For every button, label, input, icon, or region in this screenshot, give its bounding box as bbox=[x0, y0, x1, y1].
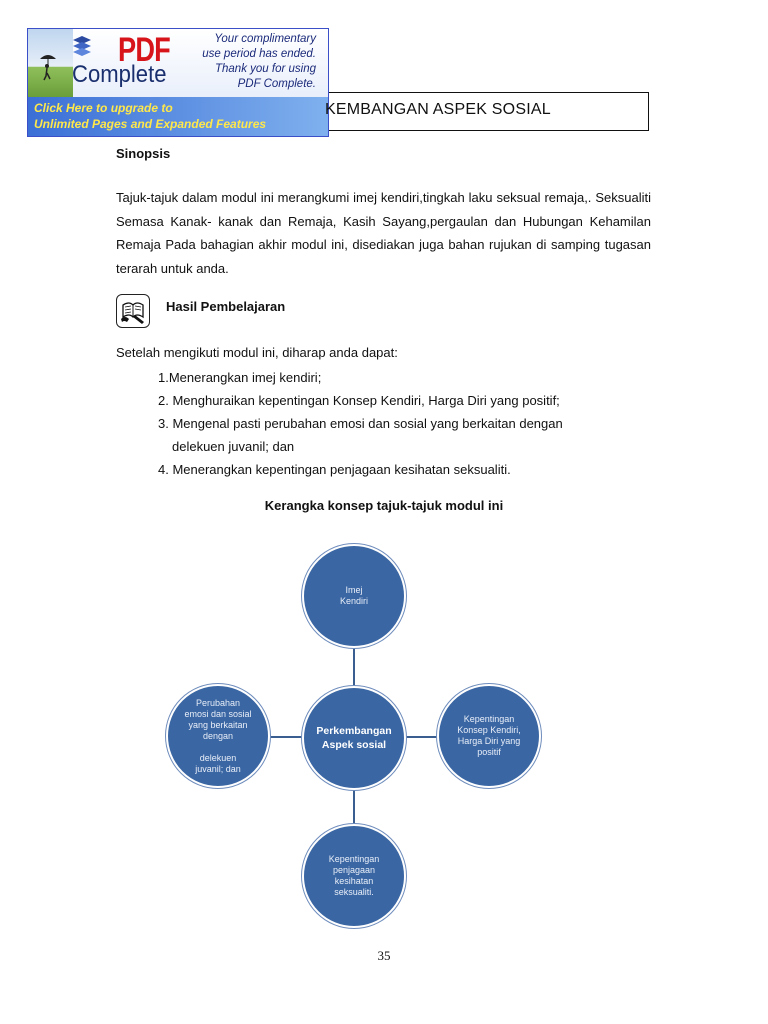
node-label: Perubahan emosi dan sosial yang berkaitan dengan delekuen juvanil; dan bbox=[184, 697, 252, 774]
upgrade-link-line2[interactable]: Unlimited Pages and Expanded Features bbox=[34, 117, 267, 131]
list-item: 2. Menghuraikan kepentingan Konsep Kendiri, Harga Diri yang positif; bbox=[158, 393, 560, 408]
list-item: 4. Menerangkan kepentingan penjagaan kesihatan seksualiti. bbox=[158, 462, 511, 477]
page-number: 35 bbox=[377, 948, 391, 963]
sinopsis-heading: Sinopsis bbox=[116, 146, 171, 161]
node-kepentingan-konsep-kendiri bbox=[437, 684, 541, 788]
connector-left bbox=[268, 736, 304, 738]
learning-outcomes-heading: Hasil Pembelajaran bbox=[166, 299, 286, 314]
upgrade-link[interactable] bbox=[28, 97, 328, 137]
banner-message bbox=[166, 32, 316, 92]
node-label: Kepentingan Konsep Kendiri, Harga Diri yang positif bbox=[457, 714, 521, 757]
node-perkembangan-aspek-sosial bbox=[302, 686, 406, 790]
banner-message-line: Your complimentary bbox=[214, 33, 316, 45]
list-item: 3. Mengenal pasti perubahan emosi dan sosial yang berkaitan dengan bbox=[158, 416, 563, 431]
list-item: delekuen juvanil; dan bbox=[172, 439, 295, 454]
pdf-logo-mark-icon bbox=[71, 35, 93, 61]
umbrella-figure-icon bbox=[38, 51, 58, 81]
node-label: Kepentingan penjagaan kesihatan seksualiti. bbox=[328, 854, 380, 897]
chapter-title: KEMBANGAN ASPEK SOSIAL bbox=[325, 101, 551, 118]
connector-bottom bbox=[353, 788, 355, 826]
diagram-title: Kerangka konsep tajuk-tajuk modul ini bbox=[264, 498, 504, 513]
node-imej-kendiri bbox=[302, 544, 406, 648]
node-kepentingan-penjagaan-kesihatan bbox=[302, 824, 406, 928]
sinopsis-paragraph: Tajuk-tajuk dalam modul ini merangkumi imej kendiri,tingkah laku seksual remaja,. Seksualiti Semasa Kanak- kanak dan Remaja, Kasih Sayang,pergaulan dan Hubungan Kehamilan Remaja Pada bahagian akhir modul ini, disediakan juga bahan rujukan di samping tugasan terarah untuk anda. bbox=[116, 190, 651, 276]
list-item: 1.Menerangkan imej kendiri; bbox=[158, 370, 322, 385]
upgrade-banner[interactable] bbox=[27, 28, 329, 137]
banner-message-line: Thank you for using bbox=[214, 63, 316, 75]
complete-logo-text: Complete bbox=[72, 61, 167, 88]
pdf-logo-text: PDF bbox=[118, 31, 170, 69]
banner-message-line: use period has ended. bbox=[202, 48, 316, 60]
learning-outcomes-intro: Setelah mengikuti modul ini, diharap anda dapat: bbox=[116, 345, 398, 360]
node-perubahan-emosi-sosial bbox=[166, 684, 270, 788]
banner-message-line: PDF Complete. bbox=[237, 78, 316, 90]
connector-right bbox=[404, 736, 439, 738]
node-label: Imej Kendiri bbox=[339, 585, 368, 606]
connector-top bbox=[353, 648, 355, 688]
node-label: Perkembangan Aspek sosial bbox=[316, 725, 392, 751]
upgrade-link-line1[interactable]: Click Here to upgrade to bbox=[34, 101, 173, 115]
